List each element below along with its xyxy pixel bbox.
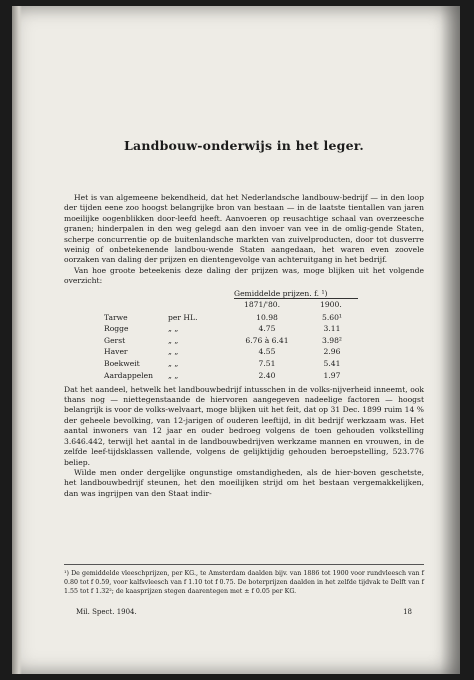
- crop-name: Gerst: [104, 335, 126, 345]
- unit-label: „ „: [168, 370, 179, 380]
- price-table-title: Gemiddelde prijzen. f. ¹): [234, 288, 328, 298]
- body-paragraph-3: Wilde men onder dergelijke ongunstige omstandigheden, als de hier-boven geschetste, het landbouwbedrijf steunen, het den moeilijken strijd om het bestaan vergemakkelijken, dan was ingrijpen van den Staat indir-: [64, 467, 424, 498]
- unit-label: per HL.: [168, 312, 198, 322]
- price-1900: 2.96: [323, 347, 341, 357]
- footnote-1: ¹) De gemiddelde vleeschprijzen, per KG., te Amsterdam daalden bijv. van 1886 tot 1900 voor rundvleesch van f 0.80 tot f 0.59, voor kalfsvleesch van f 1.10 tot f 0.75. De boterprijzen daalden in het zelfde tijdvak te Delft van f 1.55 tot f 1.32²; de kaasprijzen stegen daarentegen met ± f 0.05 per KG.: [64, 570, 424, 595]
- page-title: Landbouw-onderwijs in het leger.: [124, 138, 364, 153]
- intro-paragraph: Het is van algemeene bekendheid, dat het Nederlandsche landbouw-bedrijf — in den loop der tijden eene zoo hoogst belangrijke bron van bestaan — in de laatste tientallen van jaren moeilijke oogenblikken door-leefd heeft. Aanvoeren op reusachtige schaal van overzeesche granen; hinderpalen in den weg gelegd aan den invoer van vee in de omlig-gende Staten, scherpe concurrentie op de buitenlandsche markten van zuivelproducten, door tot dusverre weinig of onbetekenende landbou-wende Staten aangedaan, het waren even zoovele oorzaken van daling der prijzen en dientengevolge van achteruitgang in het bedrijf.: [64, 193, 424, 265]
- unit-label: „ „: [168, 324, 179, 334]
- crop-name: Aardappelen: [104, 370, 154, 380]
- column-1900: 1900.: [320, 299, 342, 309]
- footnotes: [64, 564, 424, 596]
- price-1871-80: 4.75: [258, 324, 276, 334]
- price-1871-80: 2.40: [258, 370, 276, 380]
- price-1900: 1.97: [323, 370, 341, 380]
- unit-label: „ „: [168, 359, 179, 369]
- price-1900: 3.11: [323, 324, 341, 334]
- table-row: [64, 313, 424, 325]
- price-1900: 5.60¹: [322, 312, 342, 322]
- crop-name: Tarwe: [104, 312, 128, 322]
- price-1900: 3.98²: [322, 335, 342, 345]
- table-row: [64, 347, 424, 359]
- price-1900: 5.41: [323, 359, 341, 369]
- table-row: [64, 324, 424, 336]
- unit-label: „ „: [168, 335, 179, 345]
- page-edge-shadow: [440, 6, 460, 674]
- price-1871-80: 7.51: [258, 359, 276, 369]
- table-row: [64, 359, 424, 371]
- table-row: [64, 336, 424, 348]
- unit-label: „ „: [168, 347, 179, 357]
- table-row: [64, 371, 424, 383]
- column-1871-80: 1871/'80.: [244, 299, 281, 309]
- price-1871-80: 4.55: [258, 347, 276, 357]
- price-table-rows: [64, 313, 424, 383]
- intro-paragraph-2: Van hoe groote beteekenis deze daling der prijzen was, moge blijken uit het volgende overzicht:: [64, 265, 424, 286]
- price-1871-80: 6.76 à 6.41: [245, 335, 289, 345]
- crop-name: Haver: [104, 347, 128, 357]
- price-table-header: [64, 289, 424, 311]
- journal-signature: Mil. Spect. 1904.: [76, 608, 137, 616]
- page-spine-shadow: [12, 6, 22, 674]
- crop-name: Boekweit: [104, 359, 140, 369]
- price-table: [64, 289, 424, 384]
- crop-name: Rogge: [104, 324, 129, 334]
- price-1871-80: 10.98: [256, 312, 278, 322]
- page-content: [64, 138, 424, 499]
- page-number: 18: [403, 608, 412, 616]
- book-page: [12, 6, 460, 674]
- body-paragraph-2: Dat het aandeel, hetwelk het landbouwbedrijf intusschen in de volks-nijverheid inneemt, ook thans nog — niettegenstaande de hiervoren aangegeven nadeelige factoren — hoogst belangrijk is voor de volks-welvaart, moge blijken uit het feit, dat op 31 Dec. 1899 ruim 14 % der geheele bevolking, van 12-jarigen of ouderen leeftijd, in dit bedrijf werkzaam was. Het aantal inwoners van 12 jaar en ouder bedroeg volgens de toen gehouden volkstelling 3.646.442, terwijl het aantal in de landbouwbedrijven werkzame mannen en vrouwen, in de zelfde leef-tijdsklassen vallende, volgens de gelijktijdig gehouden beroepstelling, 523.776 beliep.: [64, 384, 424, 467]
